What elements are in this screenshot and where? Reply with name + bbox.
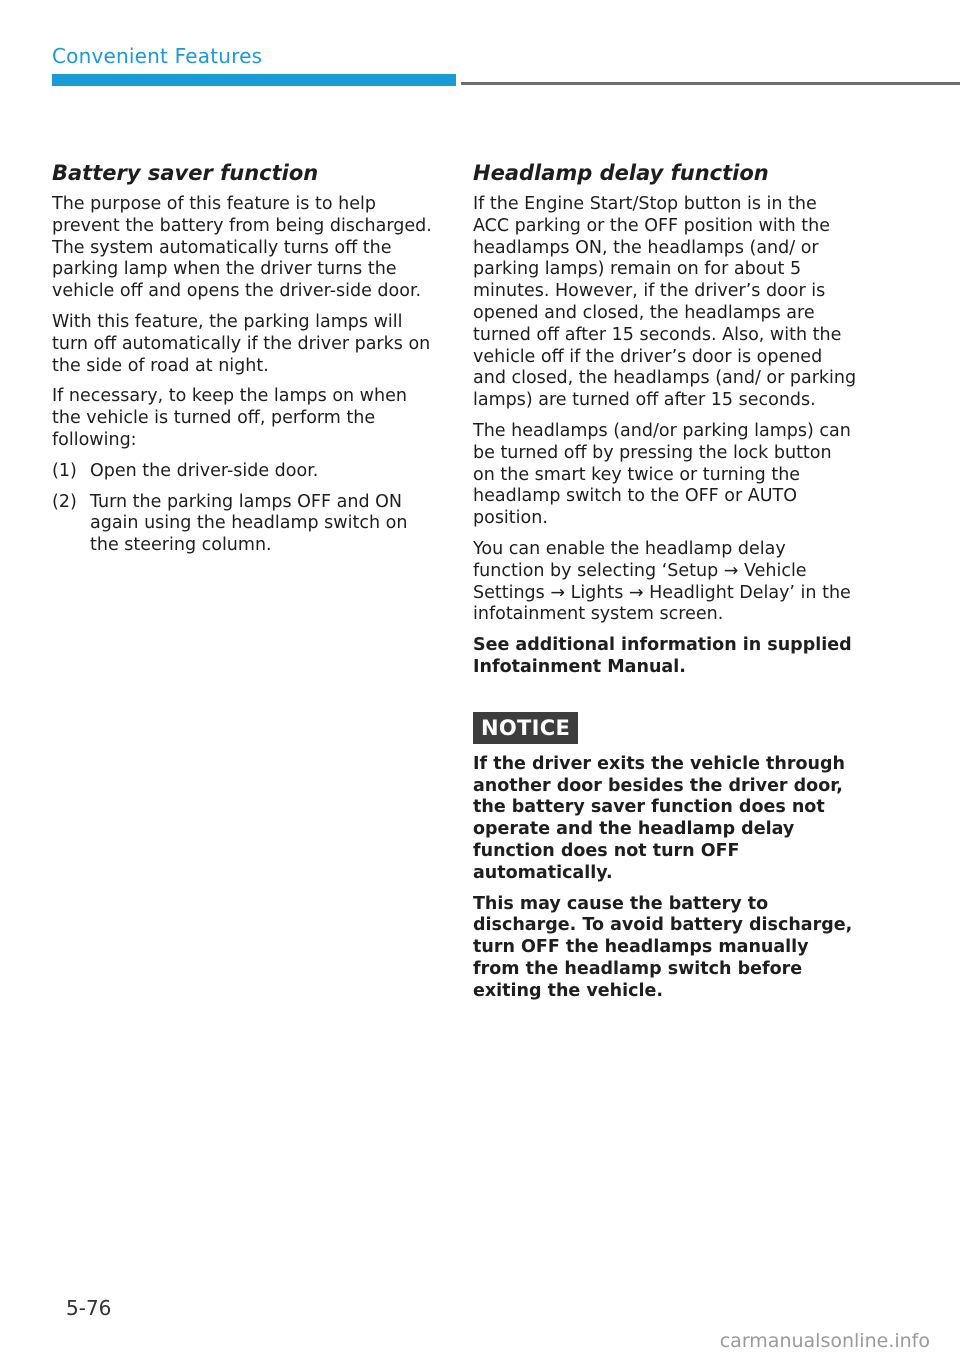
header-accent-bar — [52, 74, 456, 86]
headlamp-delay-paragraph: You can enable the headlamp delay function by selecting ‘Setup → Vehicle Settings → Lights → Headlight Delay’ in the infotainment system screen. — [473, 538, 851, 625]
headlamp-delay-paragraph: The headlamps (and/or parking lamps) can be turned off by pressing the lock button on the smart key twice or turning the headlamp switch to the OFF or AUTO position. — [473, 420, 851, 529]
battery-saver-paragraph: With this feature, the parking lamps will turn off automatically if the driver parks on the side of road at night. — [52, 311, 431, 376]
battery-saver-paragraph: The purpose of this feature is to help prevent the battery from being discharged. The system automatically turns off the parking lamp when the driver turns the vehicle off and opens the driver-side door. — [52, 194, 432, 302]
headlamp-delay-paragraph: If the Engine Start/Stop button is in the ACC parking or the OFF position with the headlamps ON, the headlamps (and/ or parking lamps) remain on for about 5 minutes. However, if the driver’s door is opened and closed, the headlamps are turned off after 15 seconds. Also, with the vehicle off if the driver’s door is opened and closed, the headlamps (and/ or parking lamps) are turned off after 15 seconds. — [473, 194, 857, 411]
step-text: Open the driver-side door. — [90, 460, 319, 481]
page-number: 5-76 — [66, 1296, 112, 1320]
notice-paragraph: If the driver exits the vehicle through another door besides the driver door, the battery saver function does not operate and the headlamp delay function does not turn OFF automatically. — [473, 753, 845, 883]
notice-badge: NOTICE — [473, 712, 578, 744]
battery-saver-heading: Battery saver function — [52, 161, 319, 185]
watermark: carmanualsonline.info — [719, 1330, 930, 1352]
headlamp-delay-heading: Headlamp delay function — [473, 161, 769, 185]
infotainment-note: See additional information in supplied Infotainment Manual. — [473, 635, 852, 677]
left-column — [52, 158, 437, 566]
notice-paragraph: This may cause the battery to discharge. To avoid battery discharge, turn OFF the headlamps manually from the headlamp switch before exiting the vehicle. — [473, 893, 853, 1001]
right-column — [473, 158, 858, 1012]
section-title: Convenient Features — [52, 44, 263, 68]
step-text: Turn the parking lamps OFF and ON again using the headlamp switch on the steering column. — [90, 491, 408, 556]
steps-list — [52, 461, 437, 557]
list-item — [52, 492, 437, 557]
battery-saver-paragraph: If necessary, to keep the lamps on when the vehicle is turned off, perform the following: — [52, 386, 407, 450]
header-rule — [461, 82, 960, 85]
step-number: (2) — [52, 491, 77, 512]
list-item — [52, 461, 437, 483]
step-number: (1) — [52, 460, 77, 481]
